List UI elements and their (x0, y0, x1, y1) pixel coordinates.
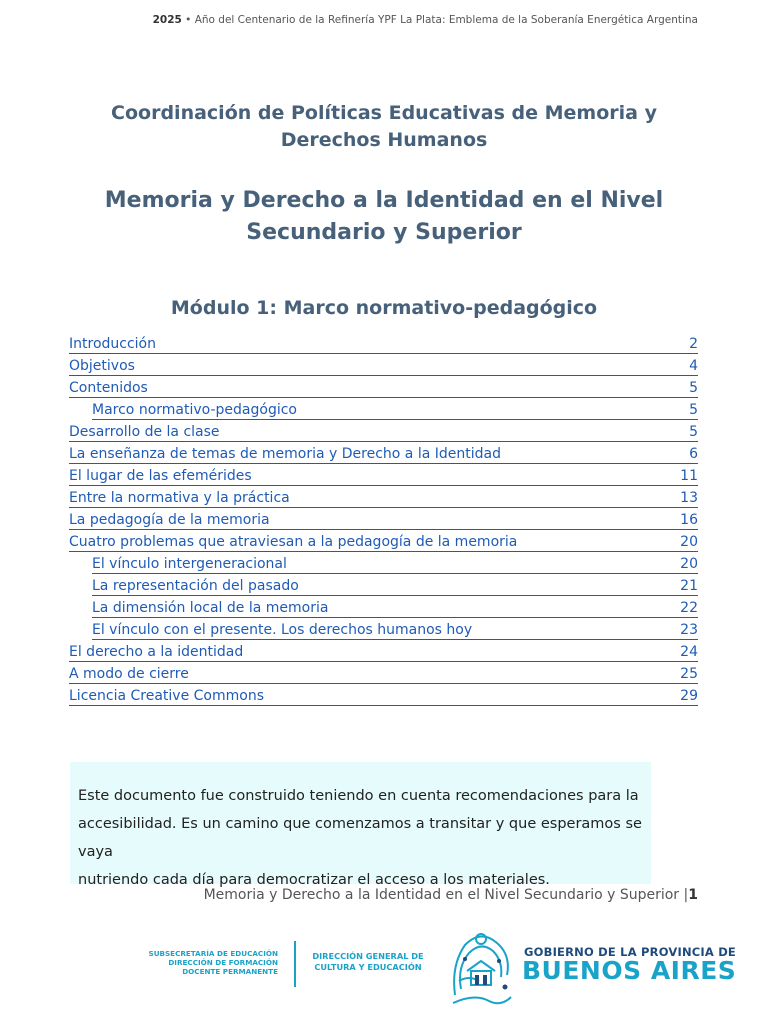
toc-entry-label: Desarrollo de la clase (69, 424, 220, 440)
subsecretaria-logo (100, 949, 278, 976)
toc-entry-page: 24 (680, 644, 698, 660)
toc-entry[interactable] (69, 442, 698, 464)
toc-entry-label: Contenidos (69, 380, 148, 396)
document-title: Memoria y Derecho a la Identidad en el Nivel Secundario y Superior (104, 188, 664, 245)
toc-entry-label: La representación del pasado (92, 578, 299, 594)
toc-entry-page: 29 (680, 688, 698, 704)
page-footer (204, 887, 698, 903)
toc-entry[interactable] (69, 332, 698, 354)
toc-entry-label: La dimensión local de la memoria (92, 600, 329, 616)
footer-separator: | (683, 887, 689, 903)
toc-entry-page: 5 (689, 402, 698, 418)
toc-entry[interactable] (69, 486, 698, 508)
toc-entry-page: 22 (680, 600, 698, 616)
toc-entry-label: La pedagogía de la memoria (69, 512, 270, 528)
toc-entry-label: Licencia Creative Commons (69, 688, 264, 704)
toc-entry-page: 21 (680, 578, 698, 594)
province-emblem-icon (445, 925, 517, 1007)
toc-entry[interactable] (69, 508, 698, 530)
dgc-line-2: CULTURA Y EDUCACIÓN (314, 962, 422, 972)
toc-entry-page: 5 (689, 380, 698, 396)
toc-entry-label: Introducción (69, 336, 156, 352)
note-line-1: Este documento fue construido teniendo en cuenta recomendaciones para la (78, 788, 639, 804)
logo-divider (294, 941, 296, 987)
accessibility-note (70, 762, 651, 888)
toc-entry-label: Entre la normativa y la práctica (69, 490, 290, 506)
toc-entry-label: La enseñanza de temas de memoria y Derecho a la Identidad (69, 446, 501, 462)
toc-entry[interactable] (92, 618, 698, 640)
toc-entry-page: 5 (689, 424, 698, 440)
footer-doc-title: Memoria y Derecho a la Identidad en el Nivel Secundario y Superior (203, 887, 680, 903)
toc-entry[interactable] (69, 530, 698, 552)
toc-entry-label: El vínculo intergeneracional (92, 556, 287, 572)
toc-entry-page: 25 (680, 666, 698, 682)
toc-entry-page: 23 (680, 622, 698, 638)
toc-entry[interactable] (69, 684, 698, 706)
sub-line-1: SUBSECRETARÍA DE EDUCACIÓN (148, 949, 278, 958)
toc-entry-label: Marco normativo-pedagógico (92, 402, 297, 418)
toc-entry-label: El derecho a la identidad (69, 644, 244, 660)
toc-entry[interactable] (92, 552, 698, 574)
toc-entry-label: Cuatro problemas que atraviesan a la pedagogía de la memoria (69, 534, 518, 550)
header-text: Año del Centenario de la Refinería YPF La Plata: Emblema de la Soberanía Energética Argentina (194, 14, 698, 26)
toc-entry-page: 2 (689, 336, 698, 352)
toc-entry-page: 11 (680, 468, 698, 484)
sub-line-2: DIRECCIÓN DE FORMACIÓN (168, 958, 278, 967)
dgc-line-1: DIRECCIÓN GENERAL DE (312, 951, 424, 961)
toc-entry[interactable] (92, 574, 698, 596)
toc-entry-page: 6 (689, 446, 698, 462)
institutional-logos (0, 925, 768, 1020)
toc-entry[interactable] (92, 398, 698, 420)
module-heading: Módulo 1: Marco normativo-pedagógico (170, 297, 598, 319)
header-banner (70, 14, 698, 26)
buenos-aires-wordmark: BUENOS AIRES (522, 956, 737, 985)
toc-entry[interactable] (69, 640, 698, 662)
toc-entry[interactable] (69, 420, 698, 442)
toc-entry[interactable] (92, 596, 698, 618)
toc-entry[interactable] (69, 354, 698, 376)
header-bullet: • (185, 14, 192, 26)
sub-line-3: DOCENTE PERMANENTE (182, 967, 278, 976)
header-year: 2025 (152, 14, 182, 26)
dgcye-logo (302, 951, 434, 973)
toc-entry-label: Objetivos (69, 358, 135, 374)
toc-entry[interactable] (69, 464, 698, 486)
gob-line: GOBIERNO DE LA PROVINCIA DE (524, 945, 736, 959)
note-line-2: accesibilidad. Es un camino que comenzamos a transitar y que esperamos se vaya (78, 816, 642, 860)
toc-entry[interactable] (69, 662, 698, 684)
note-line-3: nutriendo cada día para democratizar el acceso a los materiales. (78, 872, 550, 888)
toc-entry-page: 20 (680, 534, 698, 550)
toc-entry[interactable] (69, 376, 698, 398)
table-of-contents (69, 332, 698, 706)
toc-entry-label: A modo de cierre (69, 666, 189, 682)
toc-entry-page: 16 (680, 512, 698, 528)
toc-entry-page: 20 (680, 556, 698, 572)
footer-page-number: 1 (688, 887, 698, 903)
toc-entry-page: 4 (689, 358, 698, 374)
coordination-heading: Coordinación de Políticas Educativas de Memoria y Derechos Humanos (111, 102, 657, 151)
toc-entry-label: El vínculo con el presente. Los derechos humanos hoy (92, 622, 473, 638)
toc-entry-label: El lugar de las efemérides (69, 468, 252, 484)
toc-entry-page: 13 (680, 490, 698, 506)
